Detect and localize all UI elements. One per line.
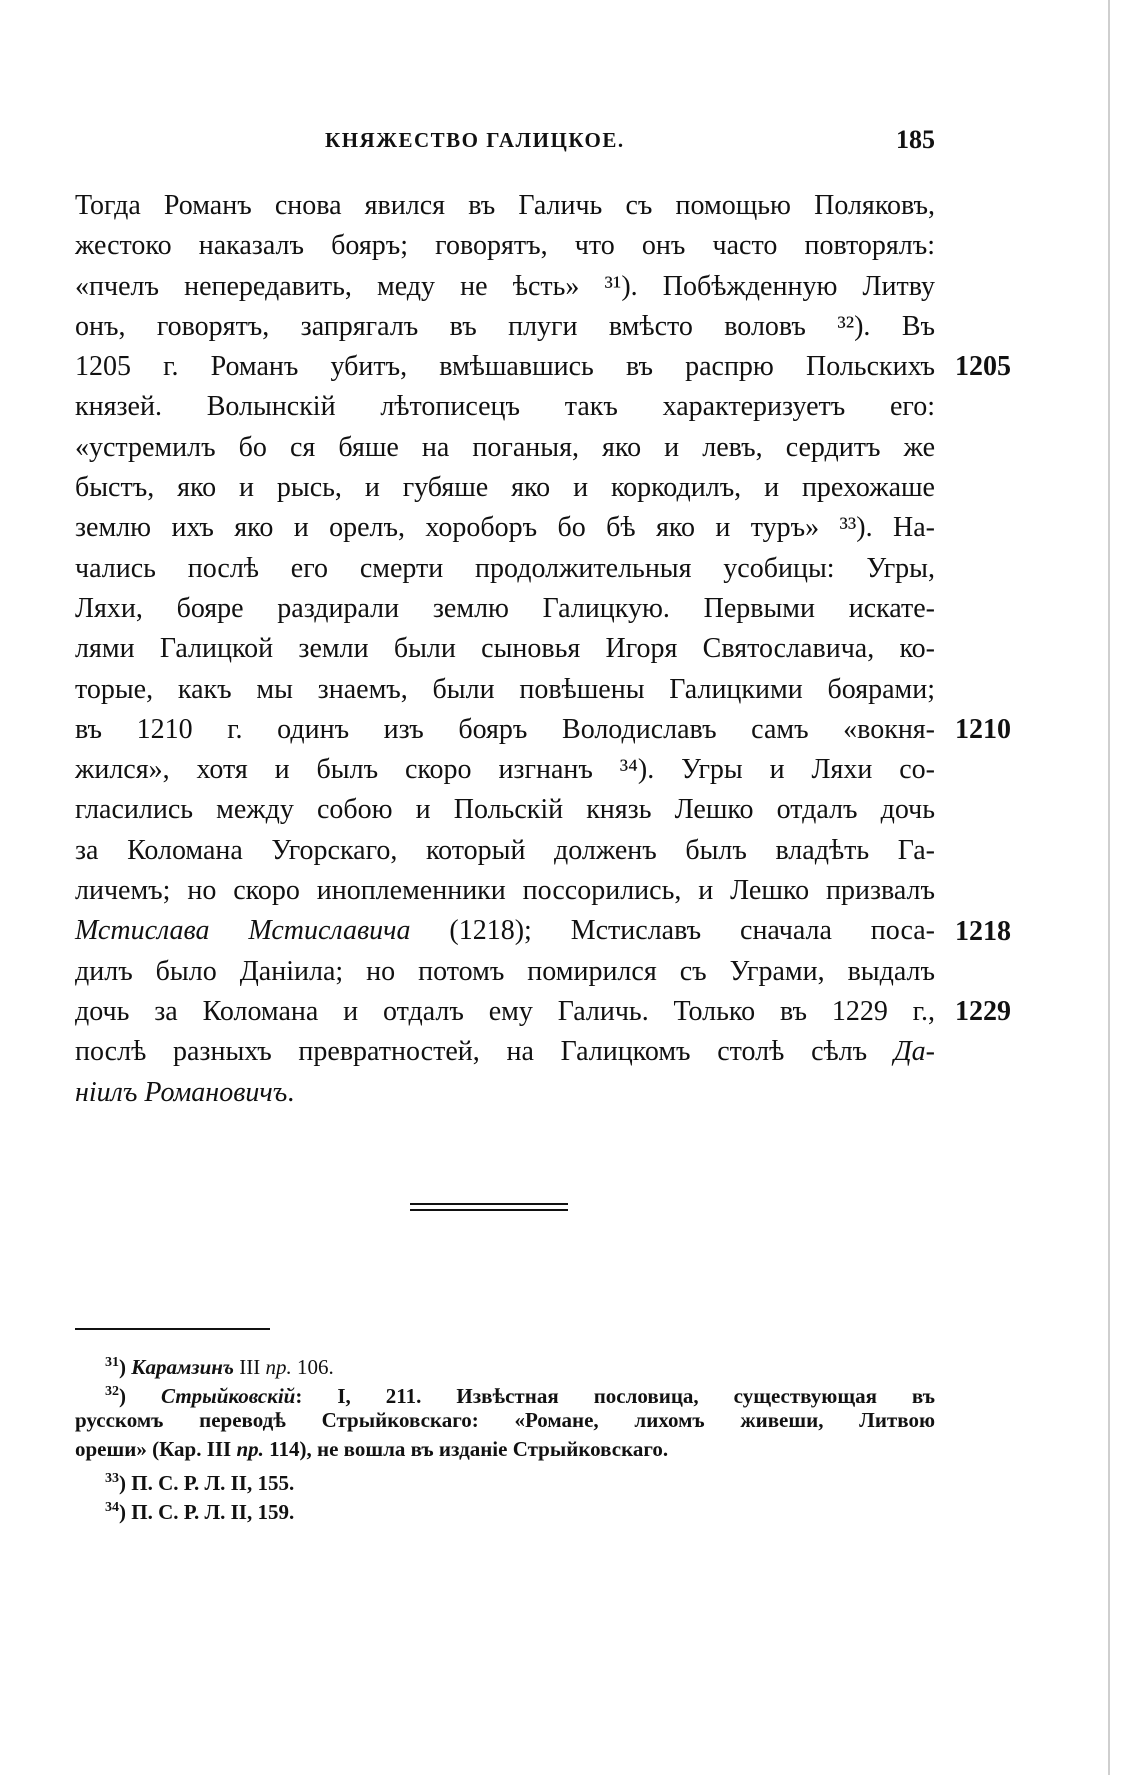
footnote-author: Стрыйковскій xyxy=(161,1384,296,1408)
footnote-text: : I, 211. Извѣстная пословица, существующая въ xyxy=(295,1384,935,1408)
text-span: . xyxy=(287,1076,295,1108)
footnote-32-line2: русскомъ переводѣ Стрыйковскаго: «Романе, лихомъ живеши, Литвою xyxy=(75,1408,935,1432)
running-title: КНЯЖЕСТВО ГАЛИЦКОЕ. xyxy=(325,128,625,152)
main-text xyxy=(75,186,1011,1113)
page-edge-line xyxy=(1108,0,1110,1775)
text-line: гласились между собою и Польскій князь Лешко отдалъ дочь xyxy=(75,794,935,826)
text-line: жился», хотя и былъ скоро изгнанъ ³⁴). Угры и Ляхи со- xyxy=(75,754,935,786)
text-line: чались послѣ его смерти продолжительныя усобицы: Угры, xyxy=(75,552,935,584)
footnotes xyxy=(75,1348,935,1522)
text-line: торые, какъ мы знаемъ, были повѣшены Галицкими боярами; xyxy=(75,673,935,705)
footnote-text: П. С. Р. Л. II, 155. xyxy=(126,1471,295,1495)
text-line xyxy=(75,1032,935,1072)
text-line: въ 1210 г. одинъ изъ бояръ Володиславъ самъ «вокня- xyxy=(75,713,935,745)
margin-year: 1229 xyxy=(955,996,1011,1027)
text-line: «устремилъ бо ся бяше на поганыя, яко и левъ, сердитъ же xyxy=(75,431,935,463)
text-line-italic-name xyxy=(75,911,935,951)
footnote-rule xyxy=(75,1328,270,1330)
footnote-text: ореши» (Кар. III xyxy=(75,1437,237,1461)
footnote-abbr: пр. xyxy=(236,1437,264,1461)
text-line: «пчелъ непередавить, меду не ѣсть» ³¹). Побѣжденную Литву xyxy=(75,270,935,302)
margin-year: 1205 xyxy=(955,351,1011,382)
text-line: дилъ было Даніила; но потомъ помирился съ Уграми, выдалъ xyxy=(75,955,935,987)
italic-name: Мстислава Мстиславича xyxy=(75,915,411,947)
footnote-31: $^{31}$) Карамзинъ III пр. 106. xyxy=(105,1355,334,1379)
text-line: Тогда Романъ снова явился въ Галичь съ помощью Поляковъ, xyxy=(75,190,935,221)
footnote-author: Карамзинъ xyxy=(131,1355,234,1379)
text-line: личемъ; но скоро иноплеменники поссорились, и Лешко призвалъ xyxy=(75,875,935,907)
text-line: князей. Волынскій лѣтописецъ такъ характеризуетъ его: xyxy=(75,391,935,423)
section-divider-bottom xyxy=(410,1209,568,1211)
text-line: дочь за Коломана и отдалъ ему Галичь. Только въ 1229 г., xyxy=(75,995,935,1027)
margin-year: 1218 xyxy=(955,916,1011,947)
text-line: за Коломана Угорскаго, который долженъ былъ владѣть Га- xyxy=(75,834,935,866)
footnote-abbr: пр. xyxy=(265,1355,292,1379)
text-line: землю ихъ яко и орелъ, хороборъ бо бѣ яко и туръ» ³³). На- xyxy=(75,512,935,544)
footnote-33: $^{33}$) П. С. Р. Л. II, 155. xyxy=(105,1471,295,1495)
text-line: Ляхи, бояре раздирали землю Галицкую. Первыми искате- xyxy=(75,592,935,624)
text-line: онъ, говорятъ, запрягалъ въ плуги вмѣсто воловъ ³²). Въ xyxy=(75,310,935,342)
footnote-text: 114), не вошла въ изданіе Стрыйковскаго. xyxy=(263,1437,669,1461)
text-line: лями Галицкой земли были сыновья Игоря Святославича, ко- xyxy=(75,633,935,665)
footnote-32-line3 xyxy=(75,1435,935,1464)
footnote-mark: 33 xyxy=(105,1471,119,1486)
text-line-last xyxy=(75,1073,935,1113)
text-span: послѣ разныхъ превратностей, на Галицкомъ столѣ сѣлъ xyxy=(75,1036,894,1068)
footnote-32: $^{32}$) Стрыйковскій: I, 211. Извѣстная пословица, существующая въ xyxy=(105,1384,935,1408)
footnote-mark: 31 xyxy=(105,1355,119,1370)
running-head xyxy=(75,125,935,158)
text-span: (1218); Мстиславъ сначала поса- xyxy=(410,915,935,947)
italic-name: Да- xyxy=(893,1036,935,1068)
footnote-mark: 34 xyxy=(105,1500,119,1515)
footnote-mark: 32 xyxy=(105,1384,119,1399)
footnote-text: 106. xyxy=(291,1355,334,1379)
footnote-text: П. С. Р. Л. II, 159. xyxy=(126,1500,295,1524)
page-number: 185 xyxy=(896,125,935,154)
text-line: жестоко наказалъ бояръ; говорятъ, что онъ часто повторялъ: xyxy=(75,230,935,262)
margin-year: 1210 xyxy=(955,714,1011,745)
text-line: быстъ, яко и рысь, и губяше яко и коркодилъ, и прехожаше xyxy=(75,472,935,504)
footnote-text: III xyxy=(233,1355,266,1379)
italic-name: ніилъ Романовичъ xyxy=(75,1076,288,1108)
footnote-34: $^{34}$) П. С. Р. Л. II, 159. xyxy=(105,1500,295,1524)
text-line: 1205 г. Романъ убитъ, вмѣшавшись въ распрю Польскихъ xyxy=(75,351,935,383)
section-divider-top xyxy=(410,1203,568,1205)
